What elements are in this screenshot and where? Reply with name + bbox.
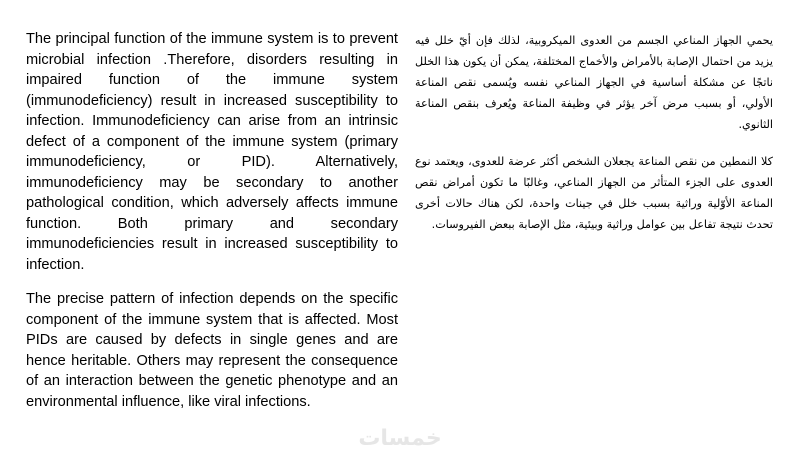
- english-paragraph-1: The principal function of the immune system is to prevent microbial infection .Therefore, disorders resulting in impaired function of the immune system (immunodeficiency) result in increased susceptibility to infection. Immunodeficiency can arise from an intrinsic defect of a component of the immune system (primary immunodeficiency, or PID). Alternatively, immunodeficiency may be secondary to another pathological condition, which adversely affects immune function. Both primary and secondary immunodeficiencies result in increased susceptibility to infection.: [26, 31, 398, 273]
- english-text-column: [26, 29, 398, 426]
- arabic-paragraph-2: كلا النمطين من نقص المناعة يجعلان الشخص أكثر عرضة للعدوى، ويعتمد نوع العدوى على الجزء المتأثر من الجهاز المناعي، وغالبًا ما تكون أمراض نقص المناعة الأوّلية وراثية بسبب خلل في جينات واحدة، لكن هناك حالات أخرى تحدث نتيجة تفاعل بين عوامل وراثية وبيئية، مثل الإصابة ببعض الفيروسات.: [415, 155, 773, 231]
- arabic-text-column: [415, 30, 773, 251]
- watermark-logo: خمسات: [358, 426, 442, 451]
- arabic-paragraph-1: يحمي الجهاز المناعي الجسم من العدوى الميكروبية، لذلك فإن أيّ خلل فيه يزيد من احتمال الإصابة بالأمراض والأخماج المختلفة، يمكن أن يكون هذا الخلل ناتجًا عن مشكلة أساسية في الجهاز المناعي نفسه ويُسمى نقص المناعة الأولي، أو بسبب مرض آخر يؤثر في وظيفة المناعة ويُعرف بنقص المناعة الثانوي.: [415, 34, 773, 131]
- english-paragraph-2: The precise pattern of infection depends on the specific component of the immune system that is affected. Most PIDs are caused by defects in single genes and are hence heritable. Others may represent the consequence of an interaction between the genetic phenotype and an environmental influence, like viral infections.: [26, 291, 398, 410]
